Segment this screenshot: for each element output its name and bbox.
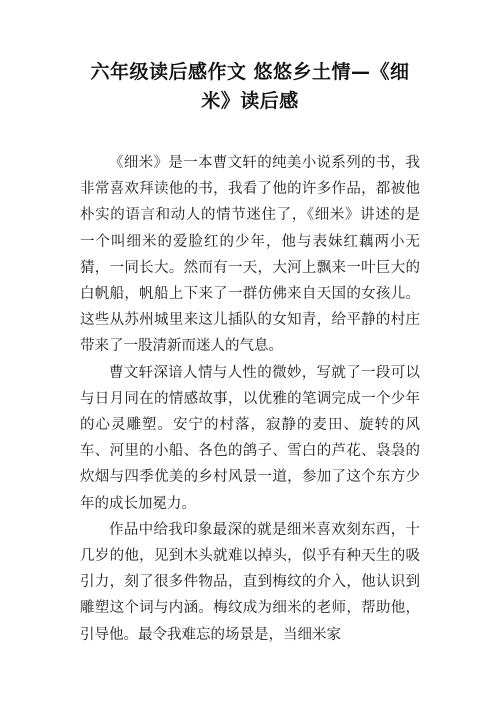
document-title: 六年级读后感作文 悠悠乡土情—《细米》读后感 bbox=[90, 61, 410, 112]
paragraph-3: 作品中给我印象最深的就是细米喜欢刻东西，十几岁的他，见到木头就难以掉头，似乎有种天生的吸引力，刻了很多件物品，直到梅纹的介入，他认识到雕塑这个词与内涵。梅纹成为细米的老师，帮助他，引导他。最令我难忘的场景是，当细米家 bbox=[80, 521, 420, 643]
paragraph-1: 《细米》是一本曹文轩的纯美小说系列的书，我非常喜欢拜读他的书，我看了他的许多作品，都被他朴实的语言和动人的情节迷住了，《细米》讲述的是一个叫细米的爱脸红的少年，他与表妹红藕两小无猜，一同长大。然而有一天，大河上飘来一叶巨大的白帆船，帆船上下来了一群仿佛来自天国的女孩儿。这些从苏州城里来这儿插队的女知青，给平静的村庄带来了一股清新而迷人的气息。 bbox=[80, 155, 420, 355]
document-body bbox=[80, 150, 420, 648]
paragraph-2: 曹文轩深谙人情与人性的微妙，写就了一段可以与日月同在的情感故事，以优雅的笔调完成一个少年的心灵雕塑。安宁的村落，寂静的麦田、旋转的风车、河里的小船、各色的鸽子、雪白的芦花、袅袅的炊烟与四季优美的乡村风景一道，参加了这个东方少年的成长加冕力。 bbox=[80, 364, 420, 512]
